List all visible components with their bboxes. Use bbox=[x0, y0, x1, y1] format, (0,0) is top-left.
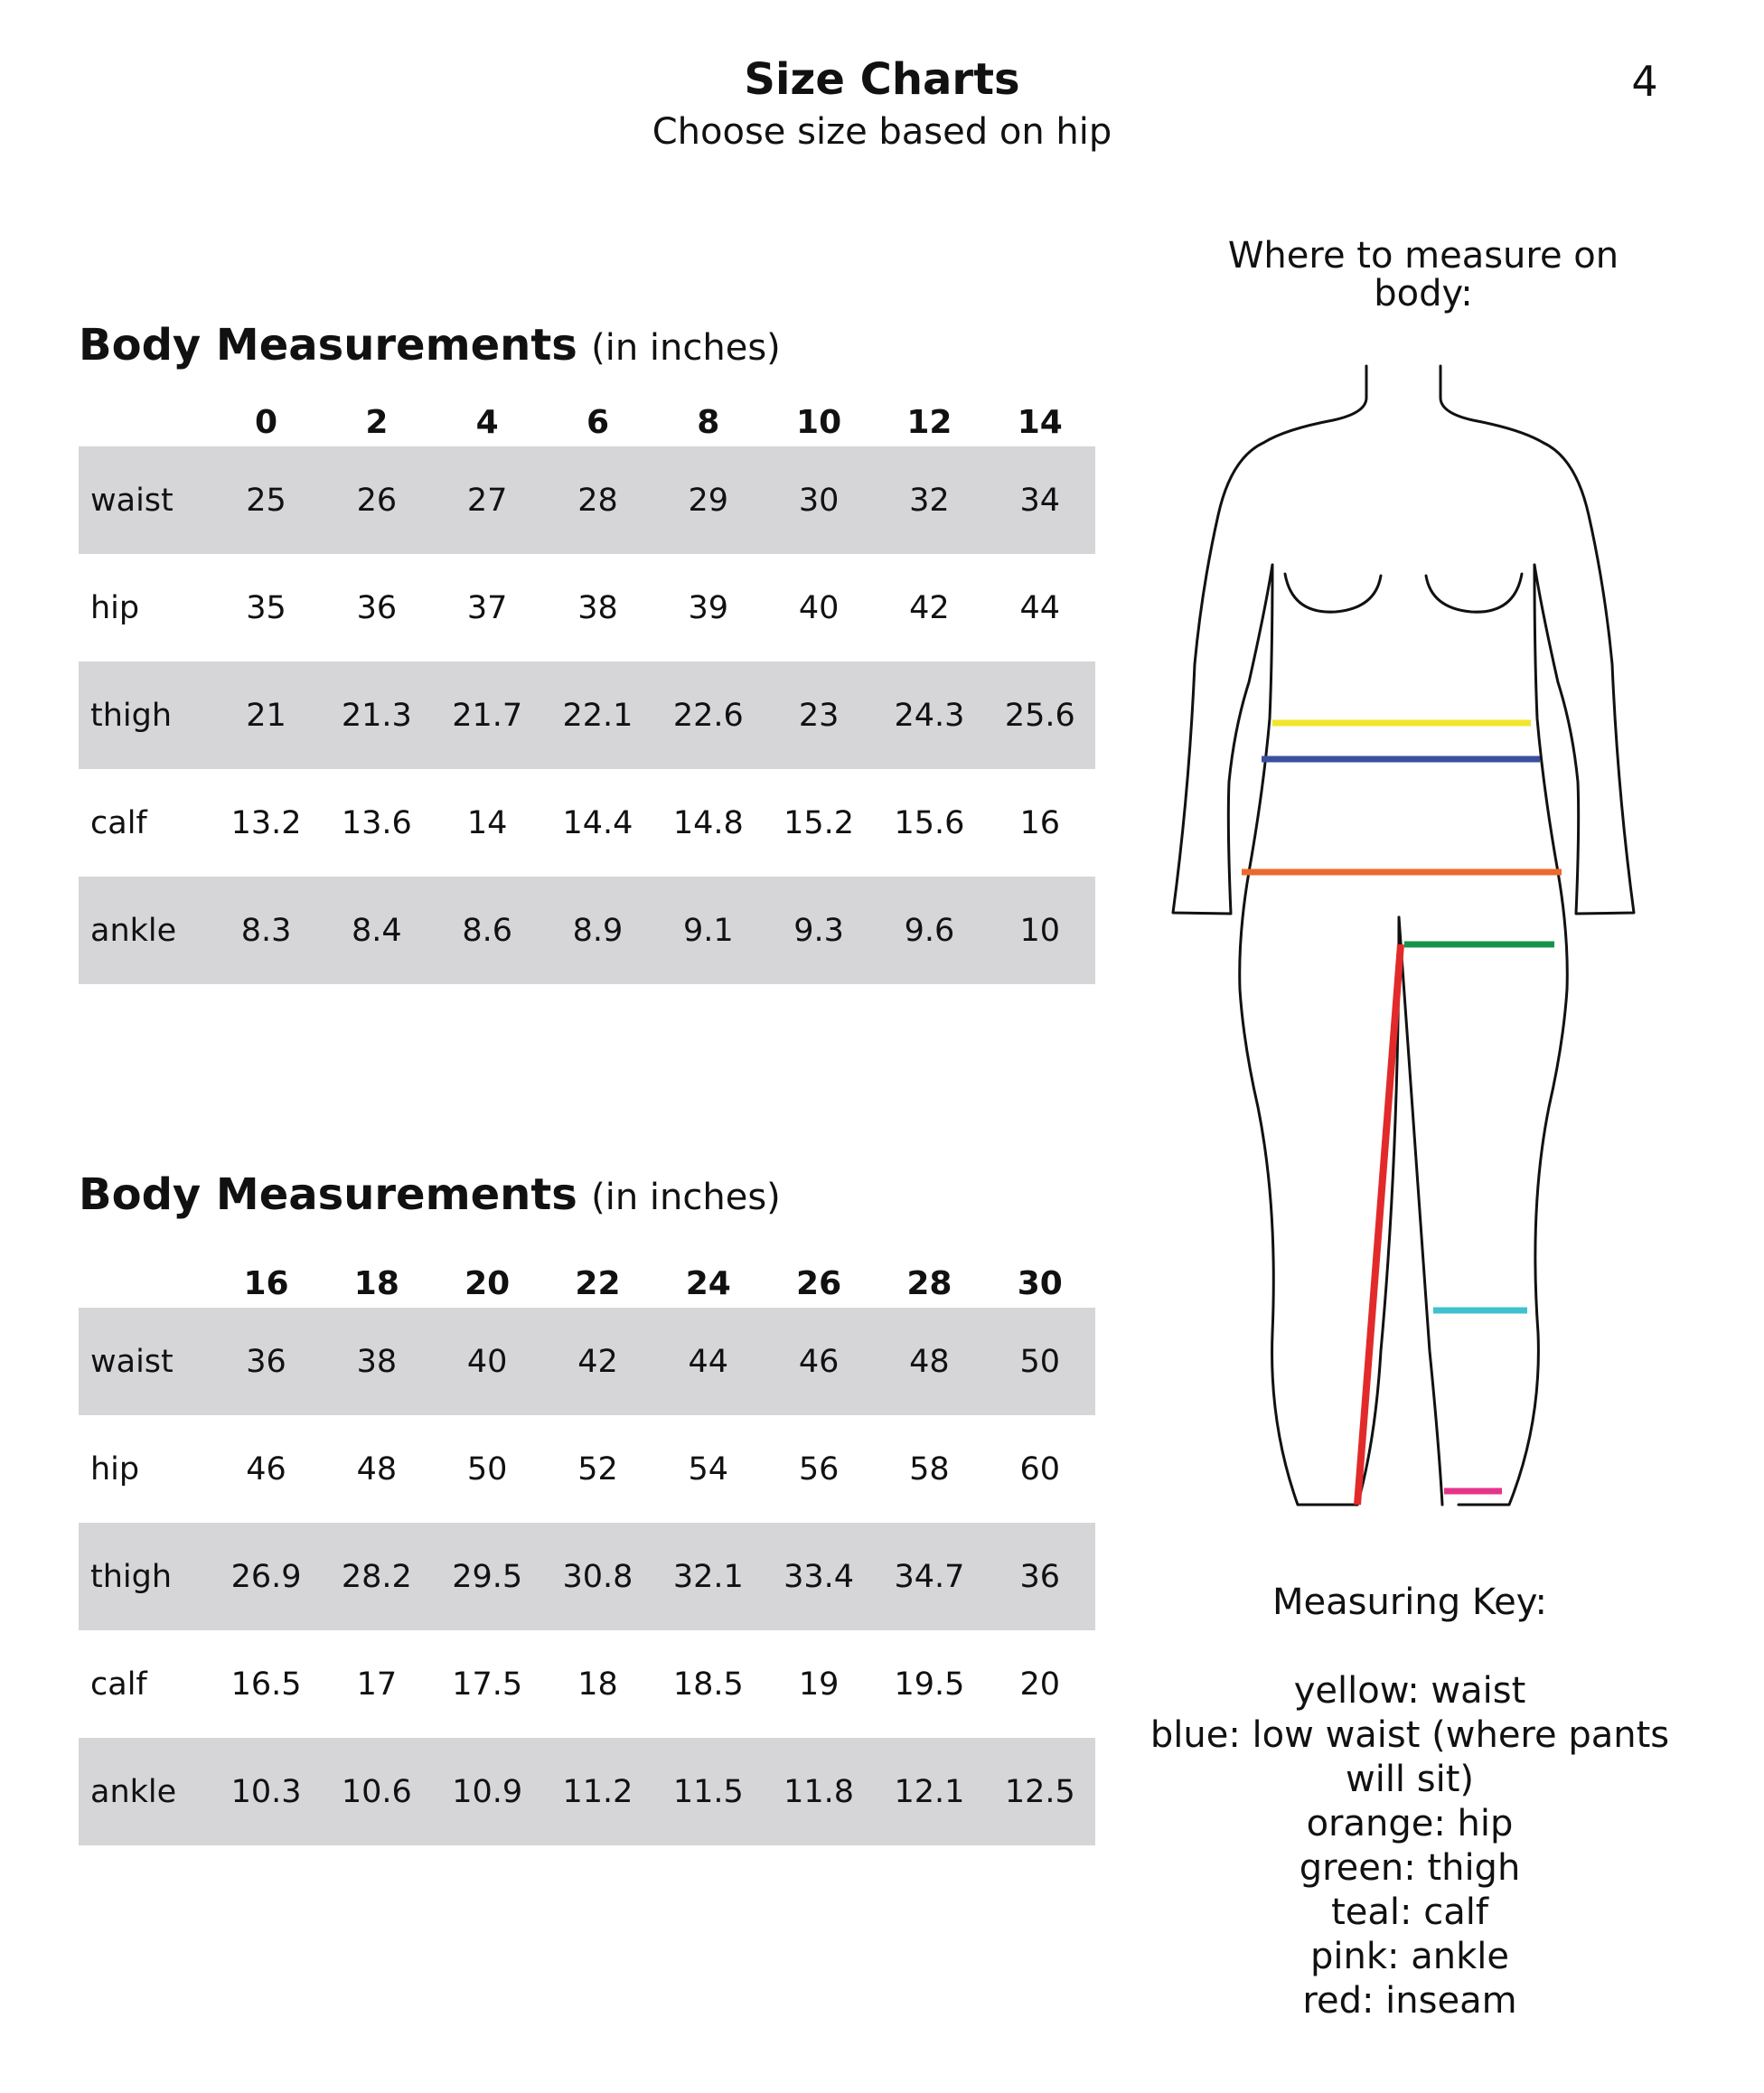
table-cell: 21.3 bbox=[322, 662, 432, 769]
size-header: 4 bbox=[475, 403, 499, 441]
measuring-key-title: Measuring Key: bbox=[1272, 1581, 1547, 1623]
table-cell: 32.1 bbox=[653, 1523, 764, 1630]
table-cell: 44 bbox=[653, 1308, 764, 1415]
table-cell: 24.3 bbox=[874, 662, 984, 769]
table-cell: 29.5 bbox=[432, 1523, 542, 1630]
row-label: ankle bbox=[79, 877, 211, 984]
table-cell: 8.3 bbox=[211, 877, 321, 984]
table-cell: 44 bbox=[1019, 589, 1061, 626]
table-cell: 52 bbox=[577, 1450, 618, 1488]
table-cell: 33.4 bbox=[764, 1523, 874, 1630]
table-cell: 11.5 bbox=[653, 1738, 764, 1845]
table-row bbox=[79, 769, 1095, 877]
torso-left-outline bbox=[1240, 565, 1357, 1505]
table-cell: 34 bbox=[985, 446, 1095, 554]
table-cell: 38 bbox=[577, 589, 618, 626]
table-cell: 48 bbox=[874, 1308, 984, 1415]
table-corner-cell bbox=[79, 1259, 211, 1308]
table-cell: 18.5 bbox=[672, 1666, 744, 1703]
table-cell: 36 bbox=[211, 1308, 321, 1415]
size-header: 30 bbox=[1017, 1264, 1063, 1302]
table-cell: 10 bbox=[985, 877, 1095, 984]
section-heading-2 bbox=[79, 1166, 781, 1226]
table-row bbox=[79, 1415, 1095, 1523]
key-item: yellow: waist bbox=[1293, 1670, 1526, 1712]
table-row bbox=[79, 662, 1095, 769]
table-cell: 10.3 bbox=[211, 1738, 321, 1845]
table-cell: 19.5 bbox=[894, 1666, 965, 1703]
row-label: thigh bbox=[79, 1523, 211, 1630]
table-cell: 42 bbox=[542, 1308, 652, 1415]
size-header: 14 bbox=[1017, 403, 1063, 441]
table-cell: 46 bbox=[246, 1450, 286, 1488]
table-cell: 54 bbox=[688, 1450, 729, 1488]
torso-right-outline bbox=[1459, 565, 1567, 1505]
size-header: 8 bbox=[697, 403, 720, 441]
table-cell: 9.1 bbox=[653, 877, 764, 984]
measurements-table-2 bbox=[79, 1259, 1095, 1845]
size-header: 2 bbox=[365, 403, 389, 441]
table-cell: 18 bbox=[577, 1666, 618, 1703]
row-label: calf bbox=[90, 1666, 147, 1703]
table-header-row bbox=[79, 398, 1095, 446]
size-header: 0 bbox=[255, 403, 278, 441]
section-heading-1 bbox=[79, 316, 781, 377]
table-cell: 14 bbox=[466, 804, 508, 841]
table-cell: 22.6 bbox=[653, 662, 764, 769]
size-header: 22 bbox=[575, 1264, 621, 1302]
table-cell: 26.9 bbox=[211, 1523, 321, 1630]
key-item: orange: hip bbox=[1306, 1803, 1514, 1844]
table-cell: 29 bbox=[653, 446, 764, 554]
table-cell: 58 bbox=[909, 1450, 950, 1488]
table-cell: 21.7 bbox=[432, 662, 542, 769]
section-heading-unit: (in inches) bbox=[591, 1177, 781, 1218]
table-cell: 10.6 bbox=[322, 1738, 432, 1845]
bust-curve bbox=[1285, 574, 1381, 612]
table-row bbox=[79, 1523, 1095, 1630]
table-corner-cell bbox=[79, 398, 211, 446]
key-item: red: inseam bbox=[1302, 1980, 1517, 2022]
size-header: 26 bbox=[796, 1264, 842, 1302]
table-cell: 56 bbox=[798, 1450, 840, 1488]
key-item: pink: ankle bbox=[1310, 1936, 1509, 1977]
table-cell: 50 bbox=[466, 1450, 508, 1488]
table-cell: 15.6 bbox=[894, 804, 965, 841]
table-cell: 37 bbox=[466, 589, 508, 626]
table-cell: 22.1 bbox=[542, 662, 652, 769]
table-cell: 19 bbox=[798, 1666, 840, 1703]
body-outline-figure bbox=[1166, 357, 1663, 1523]
left-arm-outline bbox=[1173, 443, 1272, 914]
table-cell: 26 bbox=[322, 446, 432, 554]
table-row bbox=[79, 1630, 1095, 1738]
table-cell: 13.6 bbox=[341, 804, 412, 841]
page-subtitle: Choose size based on hip bbox=[652, 111, 1112, 153]
table-cell: 32 bbox=[874, 446, 984, 554]
table-row bbox=[79, 877, 1095, 984]
table-cell: 17.5 bbox=[452, 1666, 523, 1703]
section-heading-bold: Body Measurements bbox=[79, 320, 577, 371]
table-cell: 46 bbox=[764, 1308, 874, 1415]
table-cell: 9.3 bbox=[764, 877, 874, 984]
bust-curve bbox=[1426, 574, 1522, 612]
measuring-key-list bbox=[1125, 1669, 1694, 2023]
table-cell: 36 bbox=[985, 1523, 1095, 1630]
table-cell: 10.9 bbox=[432, 1738, 542, 1845]
size-header: 20 bbox=[464, 1264, 511, 1302]
table-cell: 40 bbox=[432, 1308, 542, 1415]
section-heading-unit: (in inches) bbox=[591, 327, 781, 369]
table-cell: 11.8 bbox=[764, 1738, 874, 1845]
table-cell: 16 bbox=[1019, 804, 1061, 841]
right-arm-outline bbox=[1534, 443, 1634, 914]
key-item: teal: calf bbox=[1331, 1891, 1488, 1933]
row-label: hip bbox=[90, 1450, 140, 1488]
row-label: waist bbox=[79, 1308, 211, 1415]
table-cell: 15.2 bbox=[783, 804, 855, 841]
table-cell: 13.2 bbox=[230, 804, 302, 841]
key-item: blue: low waist (where pants will sit) bbox=[1149, 1714, 1670, 1800]
table-cell: 42 bbox=[909, 589, 950, 626]
table-cell: 16.5 bbox=[230, 1666, 302, 1703]
table-cell: 28 bbox=[542, 446, 652, 554]
table-cell: 21 bbox=[211, 662, 321, 769]
table-cell: 27 bbox=[432, 446, 542, 554]
table-header-row bbox=[79, 1259, 1095, 1308]
row-label: ankle bbox=[79, 1738, 211, 1845]
size-header: 10 bbox=[796, 403, 842, 441]
table-cell: 12.1 bbox=[874, 1738, 984, 1845]
inseam-line bbox=[1357, 944, 1401, 1505]
table-cell: 35 bbox=[246, 589, 286, 626]
table-cell: 17 bbox=[356, 1666, 398, 1703]
table-cell: 50 bbox=[985, 1308, 1095, 1415]
table-cell: 25.6 bbox=[985, 662, 1095, 769]
page-number: 4 bbox=[1631, 57, 1658, 106]
diagram-caption: Where to measure on body: bbox=[1227, 235, 1619, 314]
table-row bbox=[79, 554, 1095, 662]
size-header: 24 bbox=[685, 1264, 731, 1302]
table-cell: 60 bbox=[1019, 1450, 1061, 1488]
table-cell: 39 bbox=[688, 589, 729, 626]
table-cell: 14.4 bbox=[562, 804, 633, 841]
size-header: 12 bbox=[906, 403, 952, 441]
row-label: hip bbox=[90, 589, 140, 626]
table-cell: 8.4 bbox=[322, 877, 432, 984]
size-header: 28 bbox=[906, 1264, 952, 1302]
table-cell: 25 bbox=[211, 446, 321, 554]
table-cell: 8.6 bbox=[432, 877, 542, 984]
row-label: waist bbox=[79, 446, 211, 554]
table-cell: 20 bbox=[1019, 1666, 1061, 1703]
table-cell: 48 bbox=[356, 1450, 398, 1488]
row-label: thigh bbox=[79, 662, 211, 769]
size-header: 16 bbox=[243, 1264, 289, 1302]
table-row bbox=[79, 446, 1095, 554]
table-cell: 30 bbox=[764, 446, 874, 554]
section-heading-bold: Body Measurements bbox=[79, 1169, 577, 1220]
measurements-table-1 bbox=[79, 398, 1095, 984]
size-header: 18 bbox=[353, 1264, 399, 1302]
table-cell: 34.7 bbox=[874, 1523, 984, 1630]
inner-right-leg-outline bbox=[1399, 917, 1442, 1505]
row-label: calf bbox=[90, 804, 147, 841]
table-cell: 8.9 bbox=[542, 877, 652, 984]
table-cell: 28.2 bbox=[322, 1523, 432, 1630]
size-header: 6 bbox=[586, 403, 609, 441]
table-row bbox=[79, 1308, 1095, 1415]
table-cell: 36 bbox=[356, 589, 398, 626]
neck-outline bbox=[1440, 366, 1544, 443]
table-cell: 12.5 bbox=[985, 1738, 1095, 1845]
table-cell: 23 bbox=[764, 662, 874, 769]
neck-outline bbox=[1263, 366, 1366, 443]
key-item: green: thigh bbox=[1299, 1847, 1521, 1889]
table-cell: 30.8 bbox=[542, 1523, 652, 1630]
page-title: Size Charts bbox=[744, 54, 1020, 105]
table-row bbox=[79, 1738, 1095, 1845]
table-cell: 11.2 bbox=[542, 1738, 652, 1845]
table-cell: 38 bbox=[322, 1308, 432, 1415]
table-cell: 14.8 bbox=[672, 804, 744, 841]
table-cell: 40 bbox=[798, 589, 840, 626]
table-cell: 9.6 bbox=[874, 877, 984, 984]
